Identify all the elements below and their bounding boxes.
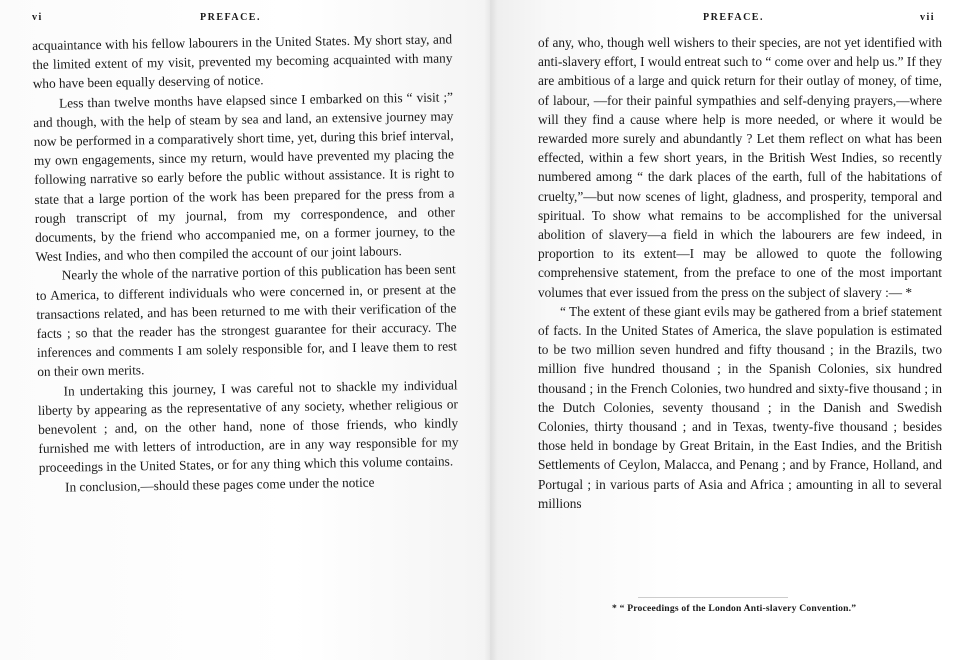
paragraph: Less than twelve months have elapsed since I embarked on this “ visit ;” and though, with the help of steam by sea and land, an extensive journey may now be performed in a comparatively short time, yet, during this brief interval, my own engagements, since my return, would have prevented my placing the following narrative so early before the public without assistance. It is right to state that a large portion of the work has been prepared for the press from a rough transcript of my journal, from my correspondence, and other documents, by the friend who accompanied me, on a former journey, to the West Indies, and who then compiled the account of our joint labours. [33,89,456,265]
paragraph: of any, who, though well wishers to their species, are not yet identified with anti-slavery effort, I would entreat such to “ come over and help us.” If they are ambitious of a large and quick return for their outlay of money, of time, of labour, —for their painful sympathies and self-denying prayers,—where will they find a cause where help is more needed, or where it would be rewarded more surely and abundantly ? Let them reflect on what has been effected, within a few short years, in the British West Indies, so recently numbered among “ the dark places of the earth, full of the habitations of cruelty,”—but now scenes of light, gladness, and prosperity, temporal and spiritual. To show what remains to be accomplished for the universal abolition of slavery—a field in which the labourers are few indeed, in proportion to its extent—I may be allowed to quote the following comprehensive statement, from the preface to one of the most important volumes that ever issued from the press on the subject of slavery :— * [538,35,942,300]
paragraph: In conclusion,—should these pages come under the notice [64,474,375,495]
paragraph: acquaintance with his fellow labourers in the United States. My short stay, and the limited extent of my visit, prevented my becoming acquainted with many who have been equally deserving of notice. [32,31,453,92]
right-page [490,0,980,660]
page-number: vi [32,12,43,23]
body-text [538,33,942,513]
paragraph: Nearly the whole of the narrative portion of this publication has been sent to America, to different individuals who were concerned in, or present at the transactions related, and has been returned to me with their verification of the facts ; so that the reader has the strongest guarantee for their accuracy. The inferences and comments I am solely responsible for, and I leave them to rest on their own merits. [35,261,458,380]
running-head: PREFACE. [200,12,261,23]
footnote-rule [638,597,788,598]
paragraph: In undertaking this journey, I was careful not to shackle my individual liberty by appearing as the representative of any society, whether religious or benevolent ; and, on the other hand, none of those friends, who kindly furnished me with letters of introduction, are in any way responsible for my proceedings in the United States, or for any thing which this volume contains. [37,377,459,476]
book-gutter [484,0,498,660]
running-head: PREFACE. [703,12,764,23]
body-text [32,29,459,496]
footnote: * “ Proceedings of the London Anti-slavery Convention.” [612,603,857,614]
quotation-paragraph: “ The extent of these giant evils may be gathered from a brief statement of facts. In the United States of America, the slave population is estimated to be two million seven hundred and fifty thousand ; in the Brazils, two million five hundred thousand ; in the Spanish Colonies, six hundred thousand ; in the French Colonies, two hundred and sixty-five thousand ; in the Dutch Colonies, seventy thousand ; in the Danish and Swedish Colonies, thirty thousand ; and in Texas, twenty-five thousand ; besides those held in bondage by Great Britain, in the East Indies, and the British Settlements of Ceylon, Malacca, and Penang ; and by France, Holland, and Portugal ; in various parts of Asia and Africa ; amounting in all to several millions [538,303,942,511]
page-number: vii [920,12,936,23]
